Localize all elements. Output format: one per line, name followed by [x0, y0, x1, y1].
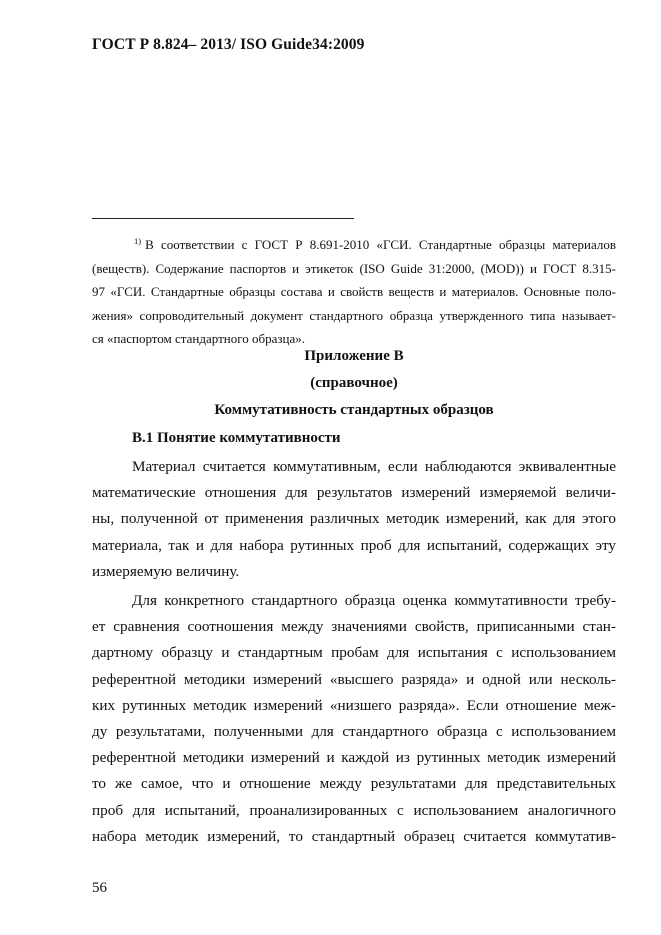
paragraph-line: материала, так и для набора рутинных проб для испытаний, содержащих эту: [92, 536, 616, 554]
page-number: 56: [92, 880, 107, 896]
paragraph-line: ны, полученной от применения различных методик измерений, как для этого: [92, 510, 616, 528]
appendix-subtitle: (справочное): [310, 375, 398, 391]
paragraph-2: [92, 588, 616, 850]
paragraph-line: измеряемую величину.: [92, 562, 240, 580]
paragraph-line: то же самое, что и отношение между результатами для представительных: [92, 775, 616, 793]
paragraph-line: референтной методики измерений «высшего разряда» и одной или несколь-: [92, 670, 616, 688]
paragraph-line: ет сравнения соотношения между значениями свойств, приписанными стан-: [92, 618, 616, 636]
paragraph-line: Для конкретного стандартного образца оценка коммутативности требу-: [132, 592, 616, 609]
footnote-marker: 1): [134, 236, 142, 246]
paragraph-line: ких рутинных методик измерений «низшего разряда». Если отношение меж-: [92, 696, 616, 714]
footnote-line: ся «паспортом стандартного образца».: [92, 331, 305, 346]
footnote-separator: [92, 218, 354, 219]
appendix-heading: Коммутативность стандартных образцов: [214, 402, 494, 418]
paragraph-line: математические отношения для результатов измерений измеряемой величи-: [92, 484, 616, 502]
appendix-title: Приложение В: [304, 348, 404, 364]
footnote-line: (веществ). Содержание паспортов и этикеток (ISO Guide 31:2000, (MOD)) и ГОСТ 8.315-: [92, 260, 616, 276]
paragraph-line: Материал считается коммутативным, если наблюдаются эквивалентные: [132, 458, 616, 475]
paragraph-1: [92, 454, 616, 585]
paragraph-line: набора методик измерений, то стандартный образец считается коммутатив-: [92, 827, 616, 845]
footnote-line: 97 «ГСИ. Стандартные образцы состава и свойств веществ и материалов. Основные поло-: [92, 284, 616, 299]
paragraph-line: проб для испытаний, проанализированных с использованием аналогичного: [92, 801, 616, 819]
footnote-line: $^{1)}$ В соответствии с ГОСТ Р 8.691-2010 «ГСИ. Стандартные образцы материалов: [134, 236, 616, 252]
section-title: В.1 Понятие коммутативности: [132, 430, 341, 446]
paragraph-line: дартному образцу и стандартным пробам для испытания с использованием: [92, 644, 616, 662]
paragraph-line: ду результатами, полученными для стандартного образца с использованием: [92, 723, 616, 741]
footnote: [92, 230, 616, 351]
document-header: ГОСТ Р 8.824– 2013/ ISO Guide34:2009: [92, 36, 365, 53]
footnote-line: жения» сопроводительный документ стандартного образца утвержденного типа называет-: [92, 307, 616, 323]
paragraph-line: референтной методики измерений и каждой из рутинных методик измерений: [92, 749, 616, 767]
